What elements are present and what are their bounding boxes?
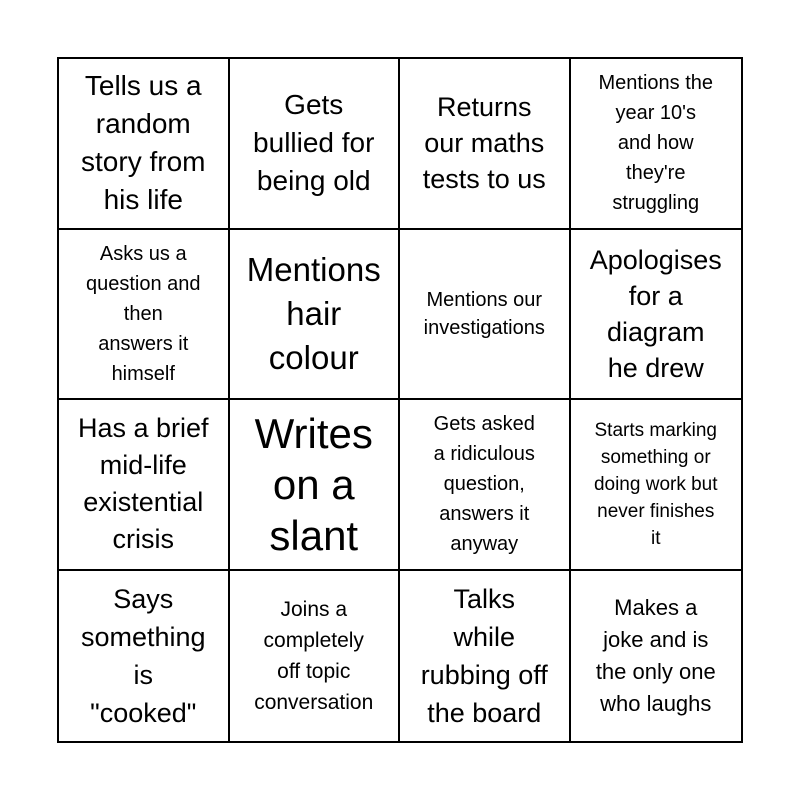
bingo-cell-ridiculous-question[interactable] [400,400,571,571]
bingo-cell-cooked[interactable] [59,571,230,742]
bingo-cell-text: Mentions the year 10's and how they're struggling [598,72,713,215]
bingo-cell-text: Starts marking something or doing work but never finishes it [593,419,718,549]
bingo-cell-apologises-diagram[interactable] [571,230,742,401]
bingo-cell-hair-colour[interactable] [230,230,401,401]
bingo-cell-off-topic[interactable] [230,571,401,742]
bingo-cell-text: Gets bullied for being old [253,89,375,197]
bingo-cell-existential-crisis[interactable] [59,400,230,571]
bingo-cell-text: Says something is "cooked" [80,583,206,728]
bingo-cell-text: Apologises for a diagram he drew [589,244,722,383]
bingo-cell-text: Mentions hair colour [246,250,381,376]
bingo-board [57,57,743,743]
bingo-cell-text: Talks while rubbing off the board [420,583,548,728]
bingo-cell-bullied-old[interactable] [230,59,401,230]
bingo-cell-answers-own-question[interactable] [59,230,230,401]
bingo-cell-joke-laughs[interactable] [571,571,742,742]
bingo-cell-year-10s[interactable] [571,59,742,230]
bingo-cell-investigations[interactable] [400,230,571,401]
bingo-cell-text: Returns our maths tests to us [422,92,546,195]
bingo-cell-text: Writes on a slant [254,409,373,559]
bingo-cell-random-story[interactable] [59,59,230,230]
bingo-cell-never-finishes[interactable] [571,400,742,571]
bingo-cell-rubbing-board[interactable] [400,571,571,742]
bingo-cell-text: Tells us a random story from his life [81,70,206,216]
bingo-cell-text: Has a brief mid-life existential crisis [77,413,209,555]
bingo-cell-text: Joins a completely off topic conversation [254,597,374,714]
bingo-cell-text: Makes a joke and is the only one who laughs [595,594,716,716]
bingo-cell-writes-slant[interactable] [230,400,401,571]
bingo-cell-text: Mentions our investigations [423,288,545,339]
bingo-cell-returns-tests[interactable] [400,59,571,230]
bingo-cell-text: Asks us a question and then answers it himself [85,242,201,385]
bingo-cell-text: Gets asked a ridiculous question, answers it anyway [433,413,535,556]
